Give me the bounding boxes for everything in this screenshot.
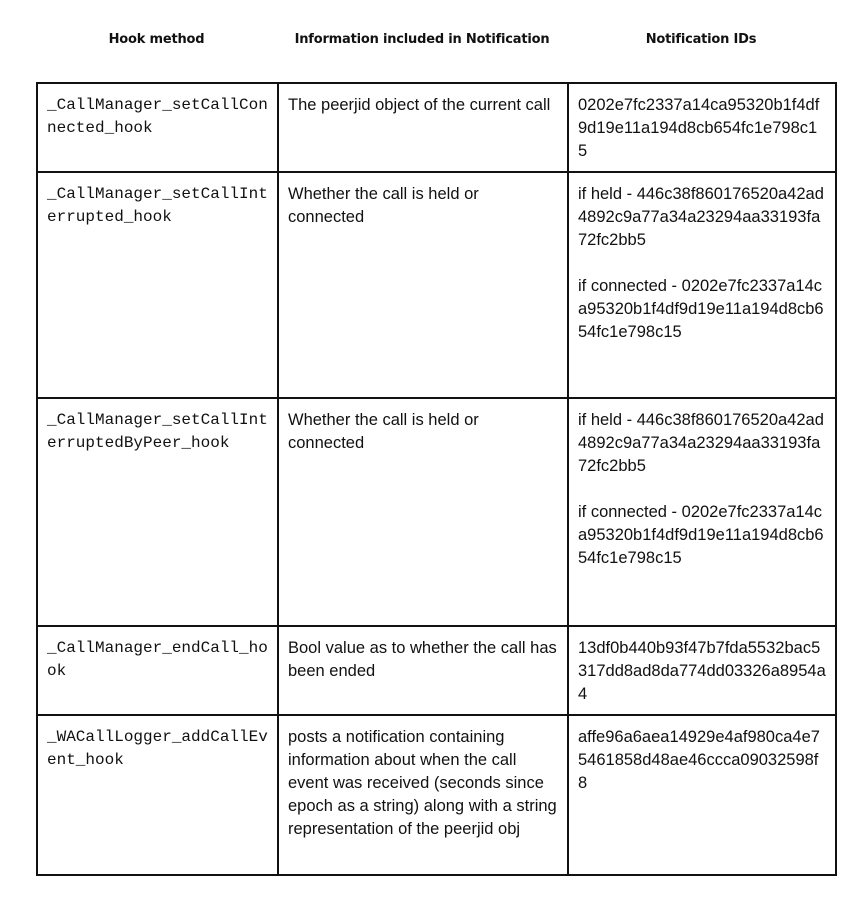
info-cell: Whether the call is held or connected	[278, 398, 568, 626]
info-cell: posts a notification containing information about when the call event was received (seconds since epoch as a string) along with a string representation of the peerjid obj	[278, 715, 568, 875]
id-label: if connected -	[578, 277, 682, 295]
id-label: if held -	[578, 185, 637, 203]
hooks-table	[36, 82, 837, 876]
id-label: if held -	[578, 411, 637, 429]
notification-id	[578, 183, 826, 252]
id-value: 446c38f860176520a42ad4892c9a77a34a23294aa33193fa72fc2bb5	[578, 185, 824, 249]
table-row	[37, 398, 836, 626]
id-value: 446c38f860176520a42ad4892c9a77a34a23294aa33193fa72fc2bb5	[578, 411, 824, 475]
notification-id	[578, 637, 826, 706]
notification-id	[578, 409, 826, 478]
table-row	[37, 83, 836, 172]
info-cell: The peerjid object of the current call	[278, 83, 568, 172]
hook-method-cell: _CallManager_setCallConnected_hook	[37, 83, 278, 172]
notification-ids-cell	[568, 715, 836, 875]
notification-ids-cell	[568, 398, 836, 626]
info-cell: Whether the call is held or connected	[278, 172, 568, 398]
id-value: 0202e7fc2337a14ca95320b1f4df9d19e11a194d8cb654fc1e798c15	[578, 277, 824, 341]
notification-id	[578, 275, 826, 344]
notification-ids-cell	[568, 172, 836, 398]
notification-id	[578, 94, 826, 163]
hook-method-cell: _CallManager_setCallInterrupted_hook	[37, 172, 278, 398]
id-value: 0202e7fc2337a14ca95320b1f4df9d19e11a194d8cb654fc1e798c15	[578, 96, 820, 160]
notification-ids-cell	[568, 626, 836, 715]
table-row	[37, 172, 836, 398]
table-row	[37, 626, 836, 715]
header-hook-method: Hook method	[108, 32, 205, 47]
id-value: 13df0b440b93f47b7fda5532bac5317dd8ad8da774dd03326a8954a4	[578, 639, 826, 703]
notification-id	[578, 501, 826, 570]
id-value: 0202e7fc2337a14ca95320b1f4df9d19e11a194d8cb654fc1e798c15	[578, 503, 824, 567]
hook-method-cell: _WACallLogger_addCallEvent_hook	[37, 715, 278, 875]
notification-id	[578, 726, 826, 795]
header-information: Information included in Notification	[294, 32, 550, 47]
id-value: affe96a6aea14929e4af980ca4e75461858d48ae46ccca09032598f8	[578, 728, 820, 792]
hook-method-cell: _CallManager_setCallInterruptedByPeer_hook	[37, 398, 278, 626]
table-row	[37, 715, 836, 875]
info-cell: Bool value as to whether the call has been ended	[278, 626, 568, 715]
header-notification-ids: Notification IDs	[645, 32, 757, 47]
notification-ids-cell	[568, 83, 836, 172]
table-header-row	[36, 32, 835, 52]
id-label: if connected -	[578, 503, 682, 521]
hook-method-cell: _CallManager_endCall_hook	[37, 626, 278, 715]
